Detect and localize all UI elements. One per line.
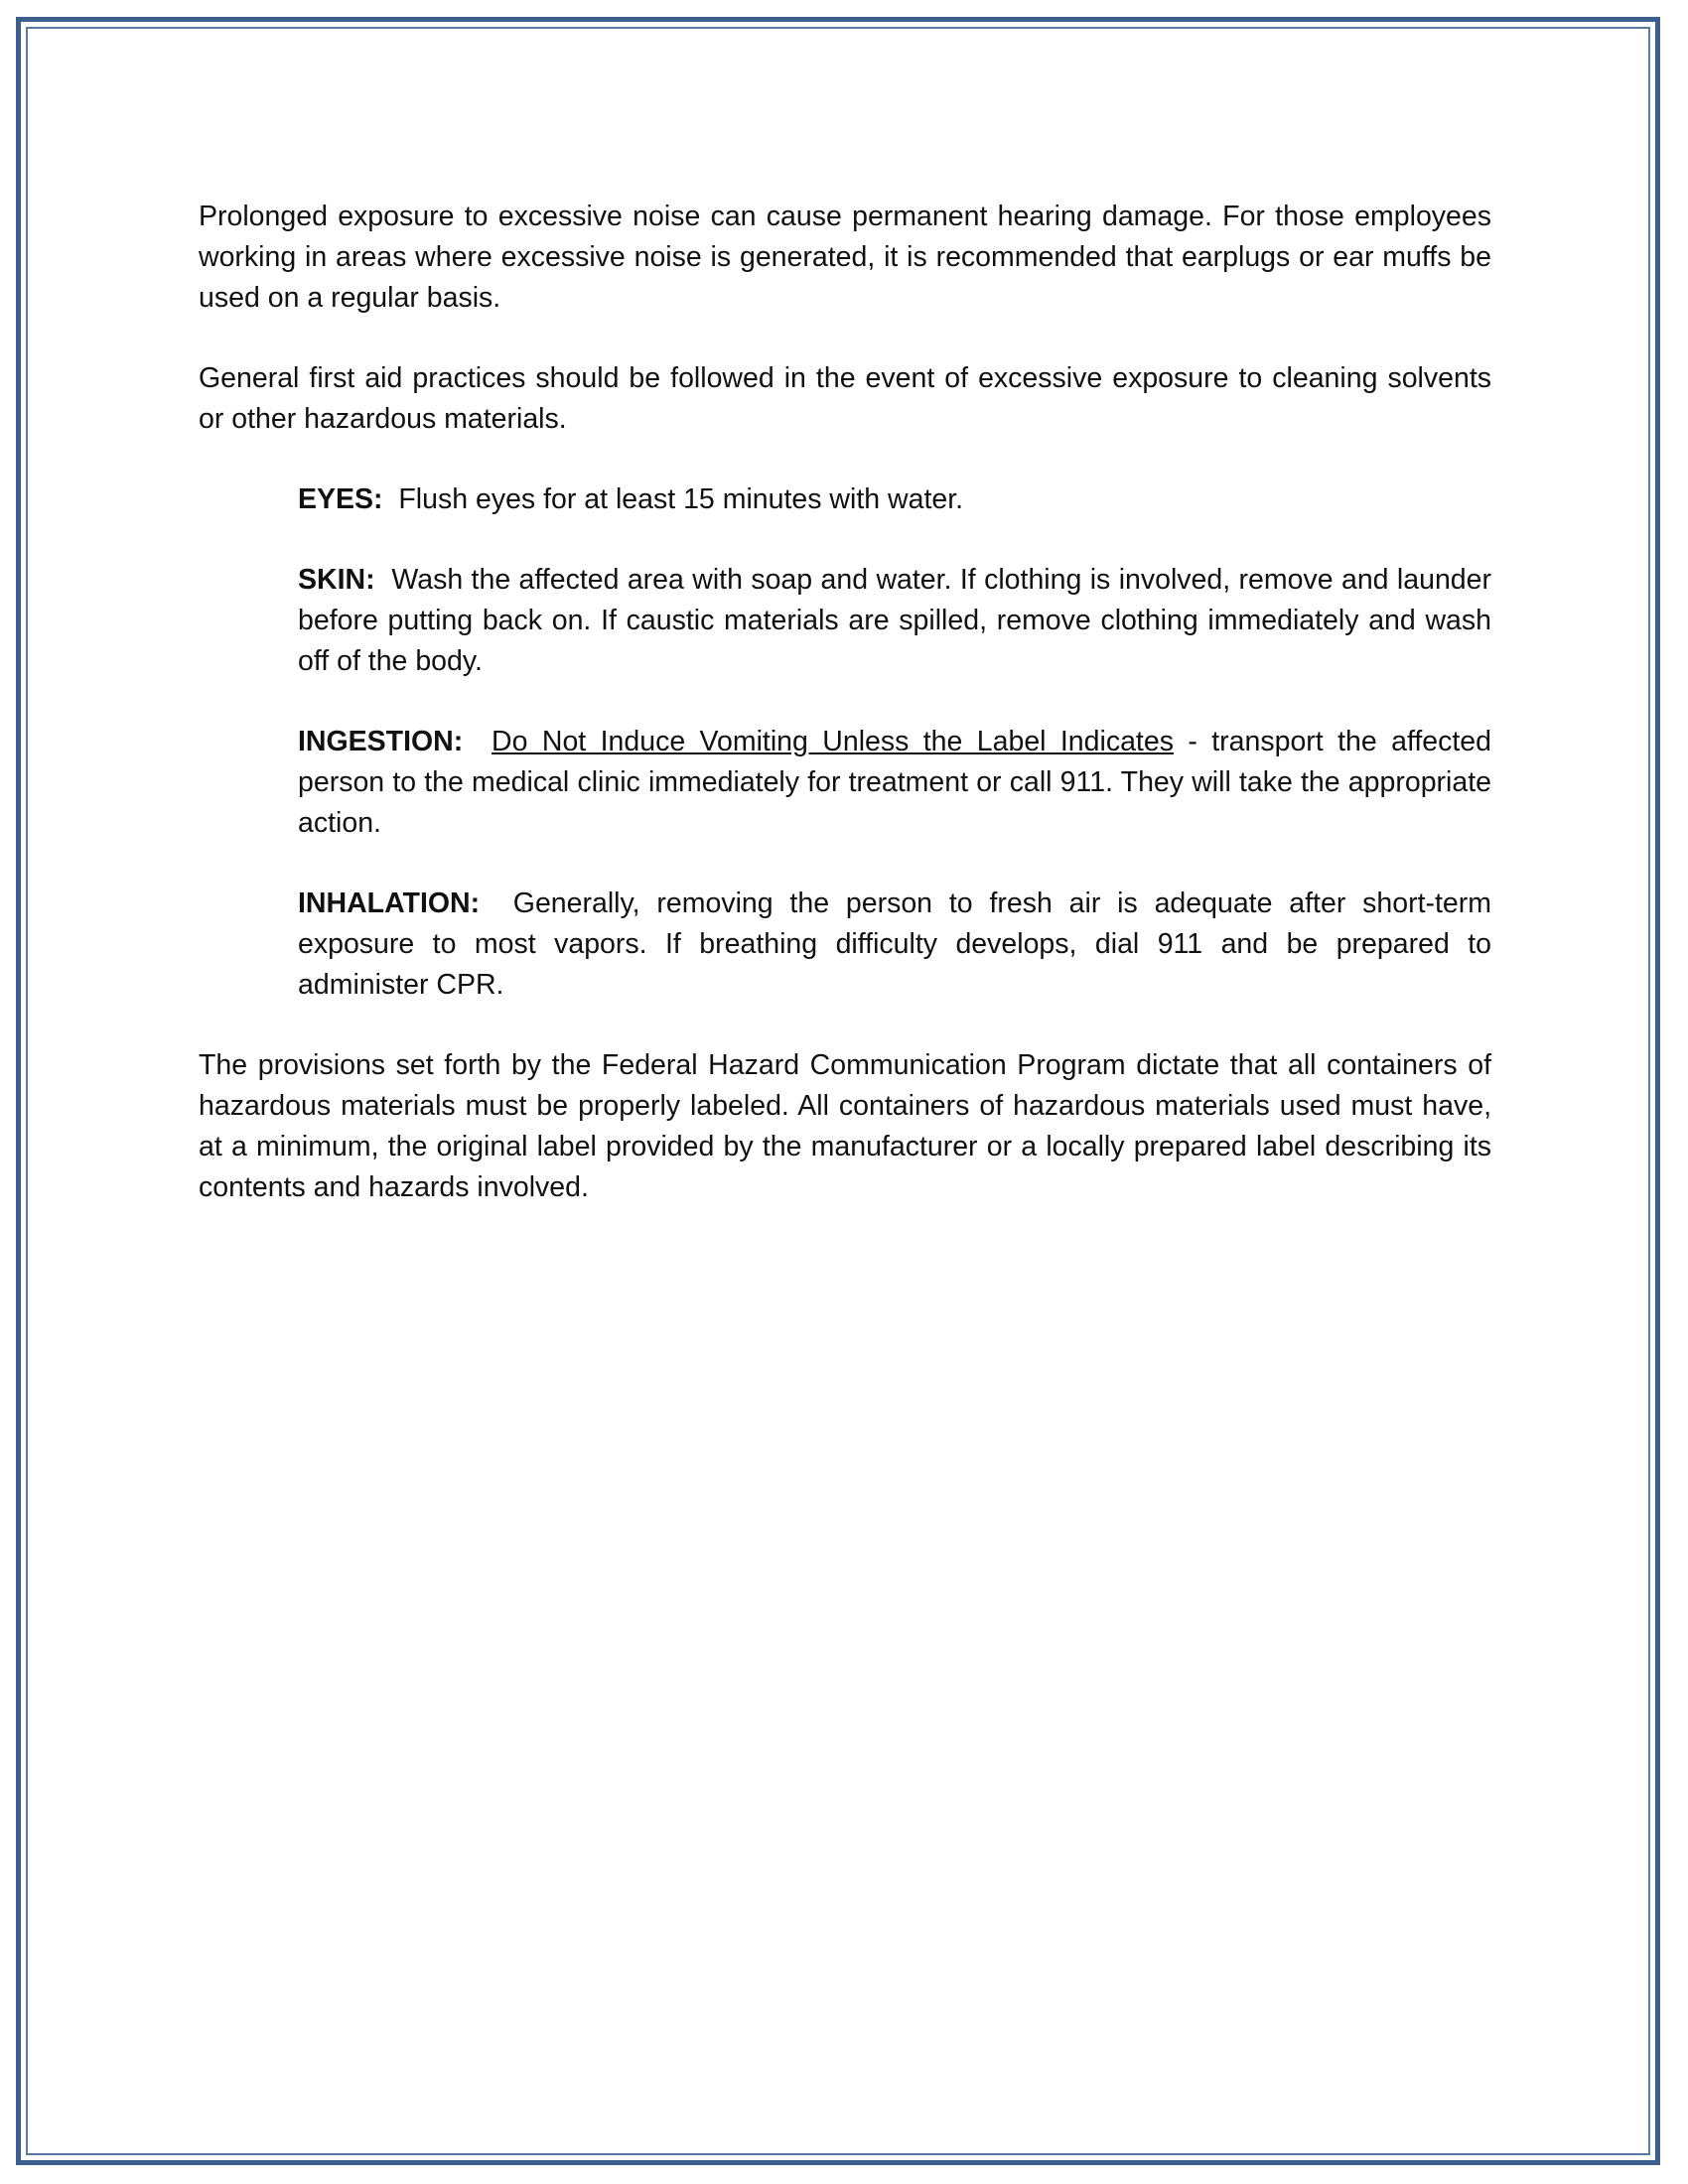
inhalation-label: INHALATION:: [298, 887, 481, 919]
skin-instruction: [298, 560, 1491, 682]
ingestion-instruction: [298, 722, 1491, 844]
first-aid-paragraph: General first aid practices should be followed in the event of excessive exposure to cleaning solvents or other hazardous materials.: [199, 362, 1491, 435]
noise-paragraph: Prolonged exposure to excessive noise can cause permanent hearing damage. For those employees working in areas where excessive noise is generated, it is recommended that earplugs or ear muffs be used on a regular basis.: [199, 201, 1491, 314]
eyes-label: EYES:: [298, 483, 383, 515]
inhalation-text: Generally, removing the person to fresh air is adequate after short-term exposure to most vapors. If breathing difficulty develops, dial 911 and be prepared to administer CPR.: [298, 887, 1491, 1001]
ingestion-label: INGESTION:: [298, 726, 464, 757]
eyes-instruction: [298, 479, 1491, 520]
skin-label: SKIN:: [298, 564, 375, 596]
skin-text: Wash the affected area with soap and water. If clothing is involved, remove and launder before putting back on. If caustic materials are spilled, remove clothing immediately and wash off of the body.: [298, 564, 1491, 677]
provisions-paragraph: The provisions set forth by the Federal Hazard Communication Program dictate that all containers of hazardous materials must be properly labeled. All containers of hazardous materials used must have, at a minimum, the original label provided by the manufacturer or a locally prepared label describing its contents and hazards involved.: [199, 1049, 1491, 1203]
ingestion-warning: Do Not Induce Vomiting Unless the Label Indicates: [492, 726, 1174, 757]
document-body: [199, 197, 1491, 1248]
eyes-text: Flush eyes for at least 15 minutes with water.: [398, 483, 964, 515]
ingestion-text: - transport the affected person to the medical clinic immediately for treatment or call 911. They will take the appropriate action.: [298, 726, 1491, 839]
inhalation-instruction: [298, 884, 1491, 1006]
